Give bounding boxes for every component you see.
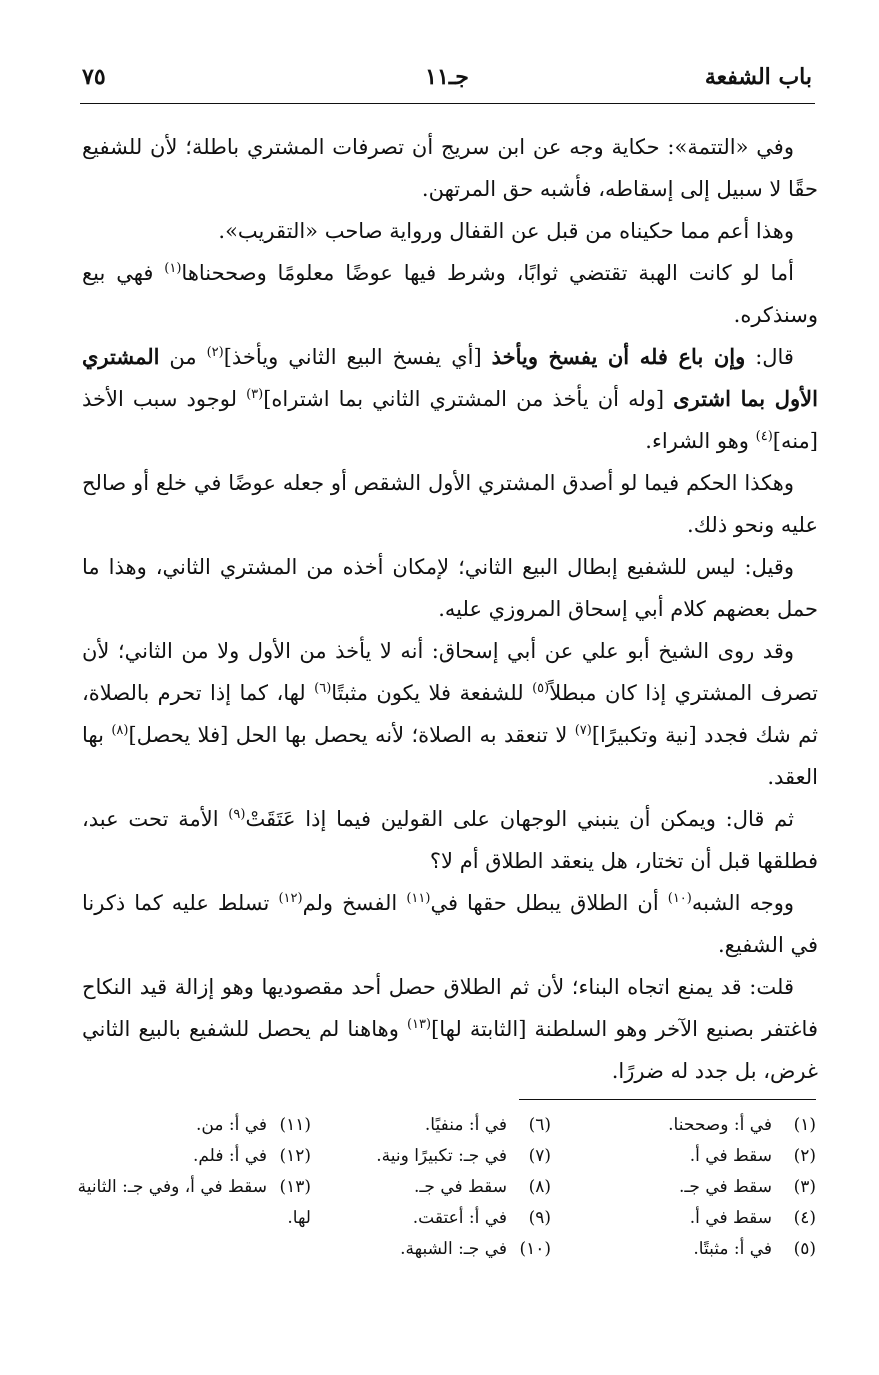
footnote-text: في أ: أعتقت. xyxy=(412,1208,507,1228)
paragraph-text: أن الطلاق يبطل حقها في xyxy=(430,891,668,915)
footnote-number: (٤) xyxy=(793,1208,816,1228)
footnote-number: (٢) xyxy=(793,1146,816,1166)
footnote-number: (٨) xyxy=(528,1177,551,1197)
footnote-number: (٩) xyxy=(528,1208,551,1228)
paragraph xyxy=(82,126,818,210)
footnote-text: سقط في أ، وفي جـ: الثانية لها. xyxy=(77,1177,311,1228)
footnote-rule xyxy=(519,1099,816,1100)
footnote-marker: (١٣) xyxy=(406,1017,432,1032)
footnote-column xyxy=(551,1110,816,1265)
footnote xyxy=(66,1172,311,1234)
footnote-marker: (٣) xyxy=(246,387,264,402)
paragraph-text: لها، كما إذا تحرم بالصلاة، ثم شك فجدد [نية وتكبيرًا] xyxy=(82,681,818,747)
footnote-marker: (١) xyxy=(164,261,182,276)
footnote xyxy=(66,1141,311,1172)
footnote-text: في جـ: تكبيرًا ونية. xyxy=(376,1146,507,1166)
footnote-number: (١١) xyxy=(279,1115,311,1135)
paragraph-text: لوجود سبب الأخذ [منه] xyxy=(82,387,818,453)
paragraph-text: قال: xyxy=(745,345,794,369)
footnote-number: (١٠) xyxy=(519,1239,551,1259)
paragraph-text: وقيل: ليس للشفيع إبطال البيع الثاني؛ لإمكان أخذه من المشتري الثاني، وهذا ما حمل بعضهم كلام أبي إسحاق المروزي عليه. xyxy=(82,555,818,621)
footnote-number: (١٣) xyxy=(279,1177,311,1197)
footnote xyxy=(551,1203,816,1234)
footnote-marker: (٧) xyxy=(574,723,592,738)
paragraph xyxy=(82,252,818,336)
paragraph-text: الفسخ ولم xyxy=(302,891,407,915)
footnote xyxy=(551,1141,816,1172)
paragraph xyxy=(82,546,818,630)
footnote-marker: (٨) xyxy=(111,723,129,738)
paragraph-text: تسلط عليه كما ذكرنا في الشفيع. xyxy=(82,891,818,957)
footnote xyxy=(551,1234,816,1265)
footnote xyxy=(311,1234,551,1265)
paragraph-text: وهذا أعم مما حكيناه من قبل عن القفال ورواية صاحب «التقريب». xyxy=(218,219,794,243)
paragraph-text: وهو الشراء. xyxy=(645,429,756,453)
footnote-text: في أ: من. xyxy=(195,1115,267,1135)
paragraph xyxy=(82,630,818,798)
volume-label: جـ١١ xyxy=(425,64,469,90)
paragraph xyxy=(82,336,818,462)
paragraph-text: ووجه الشبه xyxy=(691,891,794,915)
footnote-number: (٦) xyxy=(528,1115,551,1135)
paragraph-text: [أي يفسخ البيع الثاني ويأخذ] xyxy=(223,345,492,369)
paragraph-text: أما لو كانت الهبة تقتضي ثوابًا، وشرط فيها عوضًا معلومًا وصححناها xyxy=(181,261,794,285)
footnote xyxy=(66,1110,311,1141)
footnote-marker: (١١) xyxy=(406,891,431,906)
paragraph-text: وهاهنا لم يحصل للشفيع بالبيع الثاني غرض، بل جدد له ضررًا. xyxy=(82,1017,818,1083)
footnote-marker: (٢) xyxy=(206,345,224,360)
footnote-number: (٥) xyxy=(793,1239,816,1259)
paragraph xyxy=(82,798,818,882)
running-header xyxy=(82,64,812,102)
paragraph-text: ثم قال: ويمكن أن ينبني الوجهان على القولين فيما إذا عَتَقَتْ xyxy=(245,807,794,831)
footnote xyxy=(311,1203,551,1234)
footnote-number: (١) xyxy=(793,1115,816,1135)
footnote-number: (١٢) xyxy=(279,1146,311,1166)
paragraph-text: [وله أن يأخذ من المشتري الثاني بما اشتراه] xyxy=(263,387,674,411)
footnote xyxy=(311,1141,551,1172)
footnote-marker: (٥) xyxy=(532,681,550,696)
paragraph xyxy=(82,462,818,546)
footnote-text: سقط في أ. xyxy=(689,1208,772,1228)
footnote-number: (٣) xyxy=(793,1177,816,1197)
footnote-marker: (١٢) xyxy=(278,891,303,906)
footnote-marker: (٦) xyxy=(314,681,332,696)
footnote-text: في أ: مثبتًا. xyxy=(693,1239,772,1259)
footnote-text: سقط في جـ. xyxy=(414,1177,507,1197)
paragraph-text: فهي بيع وسنذكره. xyxy=(82,261,818,327)
paragraph-text: وقد روى الشيخ أبو علي عن أبي إسحاق: أنه لا يأخذ من الأول ولا من الثاني؛ لأن تصرف المشتري إذا كان مبطلاً xyxy=(82,639,818,705)
paragraph-text: لا تنعقد به الصلاة؛ لأنه يحصل بها الحل [فلا يحصل] xyxy=(128,723,575,747)
footnote-marker: (٩) xyxy=(228,807,246,822)
footnote xyxy=(551,1110,816,1141)
paragraph-text: وفي «التتمة»: حكاية وجه عن ابن سريج أن تصرفات المشتري باطلة؛ لأن للشفيع حقًا لا سبيل إلى إسقاطه، فأشبه حق المرتهن. xyxy=(82,135,818,201)
paragraph xyxy=(82,210,818,252)
paragraph-text: قلت: قد يمنع اتجاه البناء؛ لأن ثم الطلاق حصل أحد مقصوديها وهو إزالة قيد النكاح فاغتفر بصنيع الآخر وهو السلطنة [الثابتة لها] xyxy=(82,975,818,1041)
footnote-marker: (١٠) xyxy=(667,891,692,906)
matn-text: وإن باع فله أن يفسخ ويأخذ xyxy=(491,344,746,369)
page-number: ٧٥ xyxy=(82,64,106,90)
footnote-text: في أ: فلم. xyxy=(192,1146,267,1166)
body-text xyxy=(82,126,818,1092)
footnote xyxy=(311,1172,551,1203)
paragraph xyxy=(82,882,818,966)
footnotes xyxy=(66,1110,816,1265)
footnote-text: سقط في جـ. xyxy=(679,1177,772,1197)
footnote-text: سقط في أ. xyxy=(689,1146,772,1166)
footnote-text: في أ: وصححنا. xyxy=(668,1115,772,1135)
footnote-column xyxy=(311,1110,551,1265)
footnote-text: في أ: منفيًا. xyxy=(424,1115,507,1135)
paragraph-text: للشفعة فلا يكون مثبتًا xyxy=(331,681,533,705)
chapter-title: باب الشفعة xyxy=(704,64,812,90)
footnote-number: (٧) xyxy=(528,1146,551,1166)
footnote-marker: (٤) xyxy=(755,429,773,444)
matn-text: المشتري الأول بما اشترى xyxy=(82,344,818,411)
paragraph-text: الأمة تحت عبد، فطلقها قبل أن تختار، هل ينعقد الطلاق أم لا؟ xyxy=(82,807,818,873)
header-rule xyxy=(80,103,815,104)
footnote xyxy=(311,1110,551,1141)
paragraph-text: وهكذا الحكم فيما لو أصدق المشتري الأول الشقص أو جعله عوضًا في خلع أو صالح عليه ونحو ذلك. xyxy=(82,471,818,537)
footnote-column xyxy=(66,1110,311,1265)
footnote-text: في جـ: الشبهة. xyxy=(400,1239,507,1259)
paragraph xyxy=(82,966,818,1092)
paragraph-text: بها العقد. xyxy=(82,723,818,789)
footnote xyxy=(551,1172,816,1203)
paragraph-text: من xyxy=(159,345,207,369)
